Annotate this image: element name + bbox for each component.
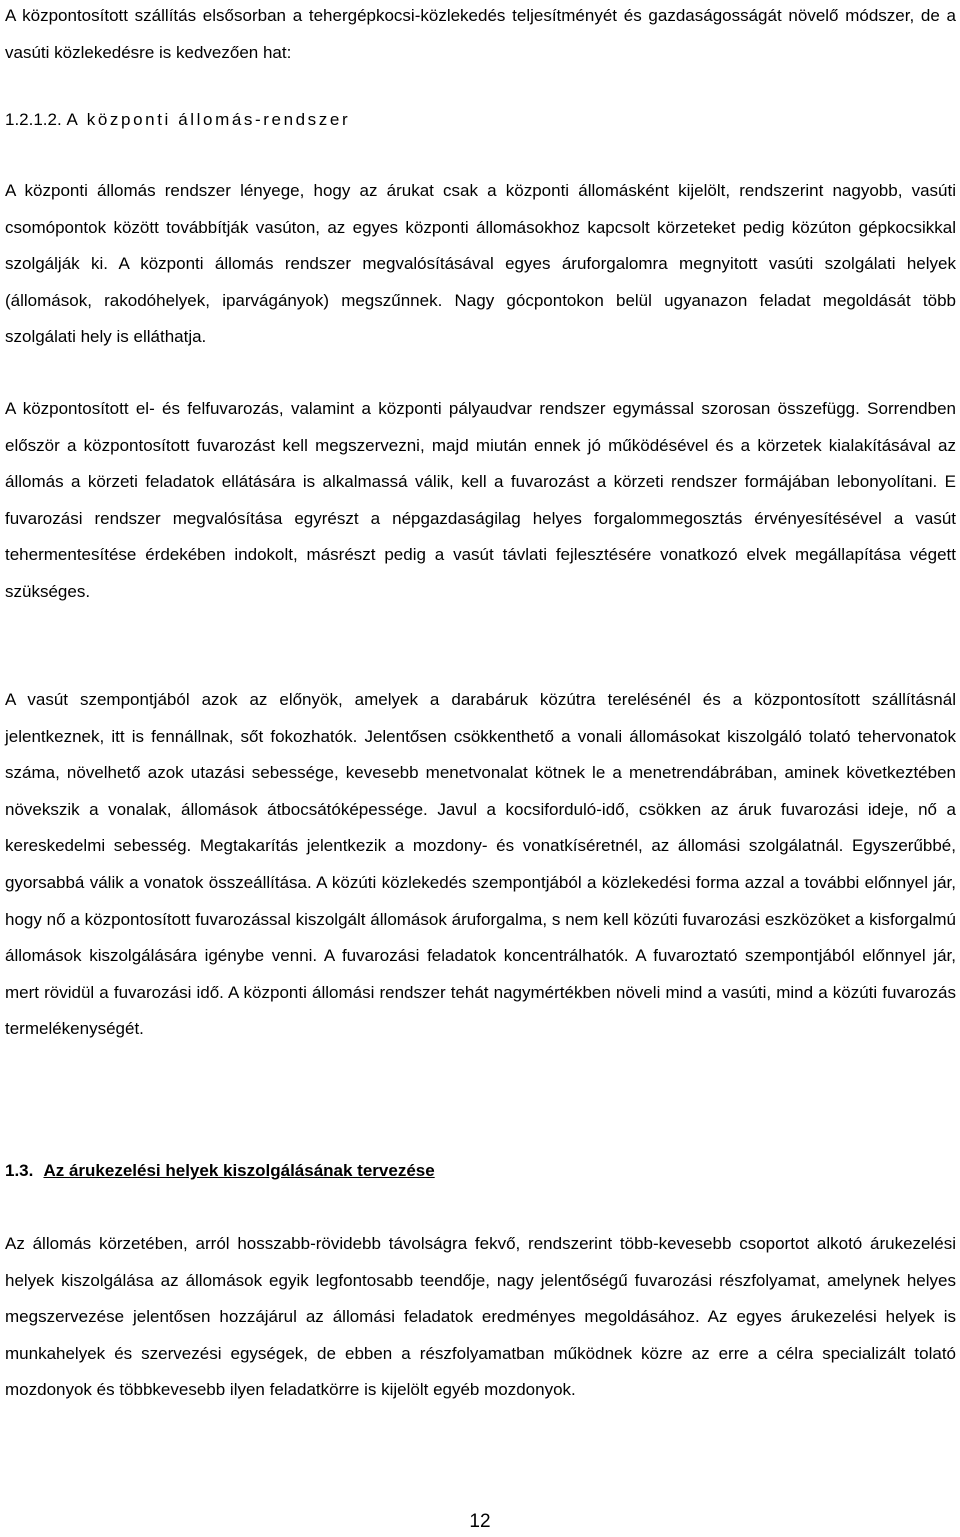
intro-paragraph: A központosított szállítás elsősorban a tehergépkocsi-közlekedés teljesítményét és gazdaságosságát növelő módszer, de a vasúti közlekedésre is kedvezően hat: <box>5 6 956 62</box>
page-number: 12 <box>469 1511 491 1532</box>
subsection-heading <box>5 102 350 138</box>
paragraph-handling-points: Az állomás körzetében, arról hosszabb-rövidebb távolságra fekvő, rendszerint több-kevesebb csoportot alkotó árukezelési helyek kiszolgálása az állomások egyik legfontosabb teendője, nagy jelentőségű fuvarozási részfolyamat, amelynek helyes megszervezése jelentősen hozzájárul az állomási feladatok eredményes megoldásához. Az egyes árukezelési helyek is munkahelyek és szervezési egységek, de ebben a részfolyamatban működnek közre az erre a célra specializált tolató mozdonyok és többkevesebb ilyen feladatkörre is kijelölt egyéb mozdonyok. <box>5 1234 956 1400</box>
subsection-title: A központi állomás-rendszer <box>66 110 351 129</box>
section-number: 1.3. <box>5 1161 34 1180</box>
section-title: Az árukezelési helyek kiszolgálásának tervezése <box>43 1161 435 1180</box>
paragraph-central-station-essence: A központi állomás rendszer lényege, hogy az árukat csak a központi állomásként kijelölt, rendszerint nagyobb, vasúti csomópontok között továbbítják vasúton, az egyes központi állomásokhoz kapcsolt körzeteket pedig közúton gépkocsikkal szolgálják ki. A központi állomás rendszer megvalósításával egyes áruforgalomra megnyitott vasúti szolgálati helyek (állomások, rakodóhelyek, iparvágányok) megszűnnek. Nagy gócpontokon belül ugyanazon feladat megoldását több szolgálati hely is elláthatja. <box>5 181 956 347</box>
section-heading <box>5 1153 435 1189</box>
paragraph-railway-advantages: A vasút szempontjából azok az előnyök, amelyek a darabáruk közútra terelésénél és a központosított szállításnál jelentkeznek, itt is fennállnak, sőt fokozhatók. Jelentősen csökkenthető a vonali állomásokat kiszolgáló tolató tehervonatok száma, növelhető azok utazási sebessége, kevesebb menetvonalat kötnek le a menetrendábrában, aminek következtében növekszik a vonalak, állomások átbocsátóképessége. Javul a kocsiforduló-idő, csökken az áruk fuvarozási ideje, nő a kereskedelmi sebesség. Megtakarítás jelentkezik a mozdony- és vonatkíséretnél, az állomási szolgálatnál. Egyszerűbbé, gyorsabbá válik a vonatok összeállítása. A közúti közlekedés szempontjából a közlekedési forma azzal a további előnnyel jár, hogy nő a központosított fuvarozással kiszolgált állomások áruforgalma, s nem kell közúti fuvarozási eszközöket a kisforgalmú állomások kiszolgálására igénybe venni. A fuvarozási feladatok koncentrálhatók. A fuvaroztató szempontjából előnnyel jár, mert rövidül a fuvarozási idő. A központi állomási rendszer tehát nagymértékben növeli mind a vasúti, mind a közúti fuvarozás termelékenységét. <box>5 690 956 1039</box>
subsection-number: 1.2.1.2. <box>5 110 62 129</box>
paragraph-centralized-transport: A központosított el- és felfuvarozás, valamint a központi pályaudvar rendszer egymással szorosan összefügg. Sorrendben először a központosított fuvarozást kell megszervezni, majd miután ennek jó működésével és a körzetek kialakításával az állomás a körzeti feladatok ellátására is alkalmassá válik, kell a fuvarozást a körzeti rendszer formájában lebonyolítani. E fuvarozási rendszer megvalósítása egyrészt a népgazdaságilag helyes forgalommegosztás érvényesítésével a vasút tehermentesítése érdekében indokolt, másrészt pedig a vasút távlati fejlesztésére vonatkozó elvek megállapítása végett szükséges. <box>5 399 956 601</box>
